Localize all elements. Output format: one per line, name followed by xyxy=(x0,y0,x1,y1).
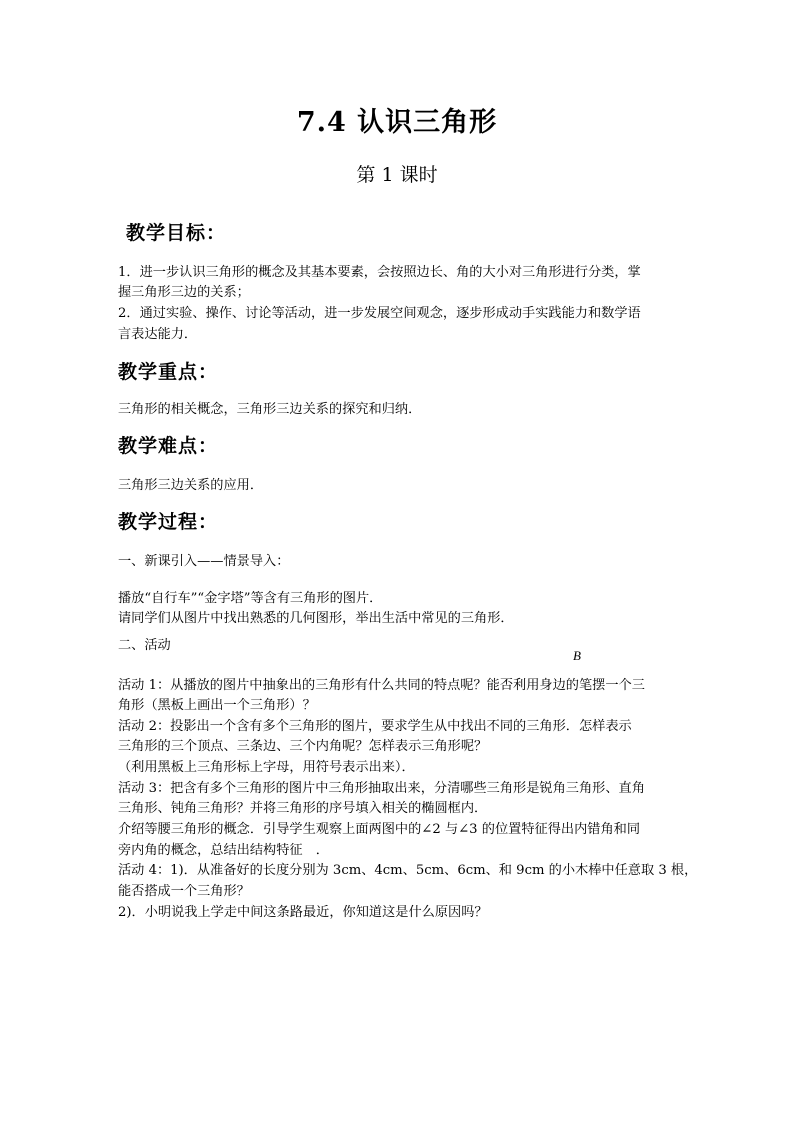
objectives-line: 握三角形三边的关系； xyxy=(118,285,250,300)
difficulties-line: 三角形三边关系的应用． xyxy=(118,478,264,493)
activity-line: 三角形的三个顶点、三条边、三个内角呢？怎样表示三角形呢？ xyxy=(118,739,488,754)
activity-line: 活动 1：从播放的图片中抽象出的三角形有什么共同的特点呢？能否利用身边的笔摆一个三 xyxy=(118,678,645,693)
activity-title: 二、活动 xyxy=(118,638,171,653)
activity-line: 活动 2：投影出一个含有多个三角形的图片，要求学生从中找出不同的三角形．怎样表示 xyxy=(118,719,632,734)
intro-line: 播放“自行车”“金字塔”等含有三角形的图片． xyxy=(118,591,383,606)
activity-line: 活动 4：1)．从准备好的长度分别为 3cm、4cm、5cm、6cm、和 9cm 的小木棒中任意取 3 根， xyxy=(118,863,698,878)
figure-label-b: B xyxy=(573,648,581,663)
page-subtitle: 第 1 课时 xyxy=(356,164,438,186)
objectives-line: 1．进一步认识三角形的概念及其基本要素，会按照边长、角的大小对三角形进行分类，掌 xyxy=(118,265,641,280)
objectives-line: 言表达能力． xyxy=(118,327,198,342)
activity-line: 2)．小明说我上学走中间这条路最近，你知道这是什么原因吗？ xyxy=(118,905,488,920)
activity-line: 介绍等腰三角形的概念．引导学生观察上面两图中的∠2 与∠3 的位置特征得出内错角和同 xyxy=(118,822,641,837)
activity-line: 角形（黑板上画出一个三角形）？ xyxy=(118,698,316,713)
process-heading: 教学过程： xyxy=(118,511,219,533)
activity-line: （利用黑板上三角形标上字母，用符号表示出来）． xyxy=(118,760,415,775)
intro-title: 一、新课引入——情景导入： xyxy=(118,554,290,569)
intro-line: 请同学们从图片中找出熟悉的几何图形，举出生活中常见的三角形． xyxy=(118,611,514,626)
key-points-heading: 教学重点： xyxy=(118,361,219,383)
activity-line: 旁内角的概念，总结出结构特征 ． xyxy=(118,843,329,858)
objectives-line: 2．通过实验、操作、讨论等活动，进一步发展空间观念，逐步形成动手实践能力和数学语 xyxy=(118,306,641,321)
page-title: 7.4 认识三角形 xyxy=(296,107,498,138)
activity-line: 三角形、钝角三角形？并将三角形的序号填入相关的椭圆框内． xyxy=(118,801,488,816)
objectives-heading: 教学目标： xyxy=(126,222,227,244)
difficulties-heading: 教学难点： xyxy=(118,435,219,457)
activity-line: 能否搭成一个三角形？ xyxy=(118,884,250,899)
key-points-line: 三角形的相关概念，三角形三边关系的探究和归纳． xyxy=(118,402,422,417)
activity-line: 活动 3：把含有多个三角形的图片中三角形抽取出来，分清哪些三角形是锐角三角形、直角 xyxy=(118,781,645,796)
